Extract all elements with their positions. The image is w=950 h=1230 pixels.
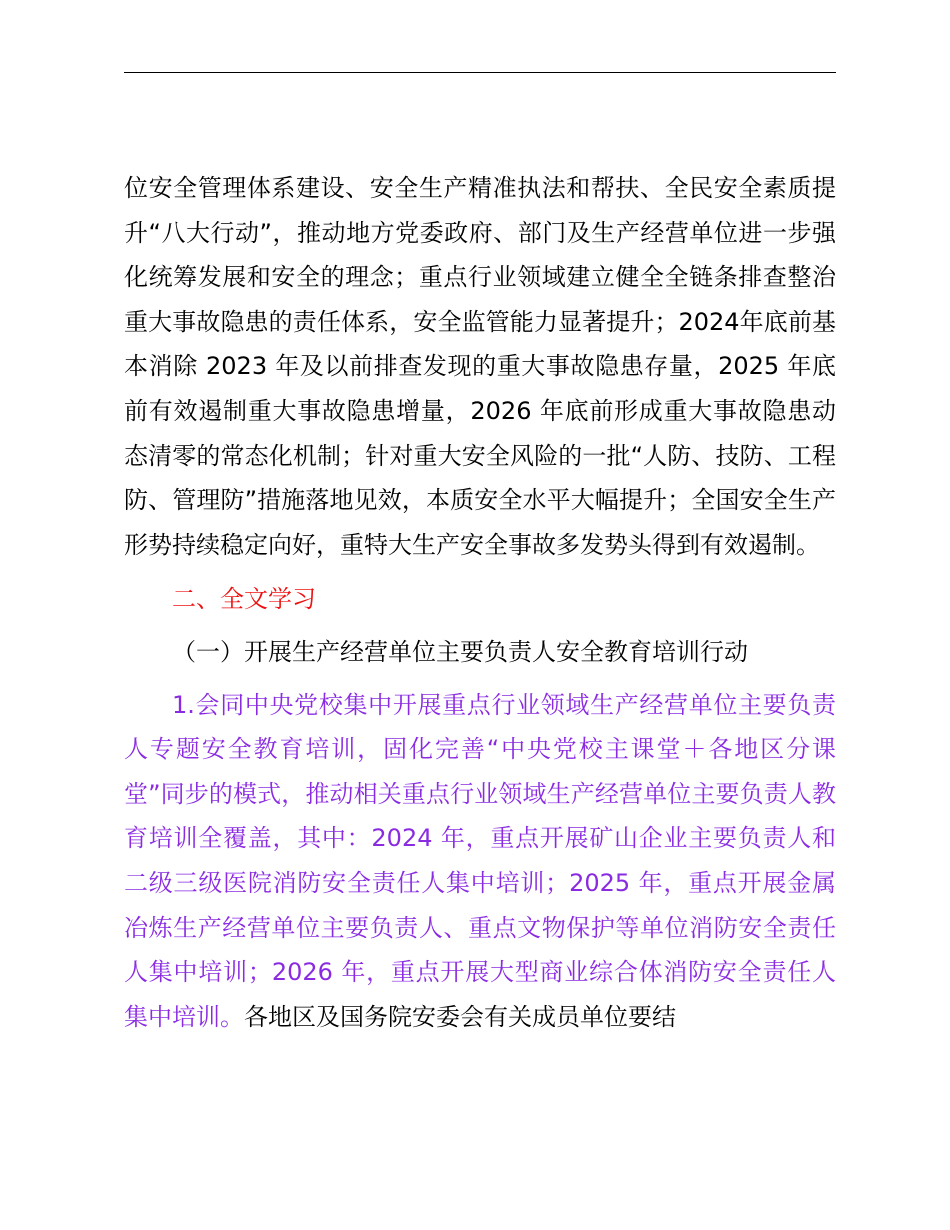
item-1-highlighted-text: 1.会同中央党校集中开展重点行业领域生产经营单位主要负责人专题安全教育培训，固化完善“中央党校主课堂＋各地区分课堂”同步的模式，推动相关重点行业领域生产经营单位主要负责人教育培训全覆盖，其中：2024 年，重点开展矿山企业主要负责人和二级三级医院消防安全责任人集中培训；2025 年，重点开展金属冶炼生产经营单位主要负责人、重点文物保护等单位消防安全责任人集中培训；2026 年，重点开展大型商业综合体消防安全责任人集中培训。 <box>124 690 836 1031</box>
item-1-continuation-text: 各地区及国务院安委会有关成员单位要结 <box>244 1002 676 1031</box>
item-1-paragraph <box>124 683 836 1040</box>
intro-paragraph: 位安全管理体系建设、安全生产精准执法和帮扶、全民安全素质提升“八大行动”，推动地方党委政府、部门及生产经营单位进一步强化统筹发展和安全的理念；重点行业领域建立健全全链条排查整治重大事故隐患的责任体系，安全监管能力显著提升；2024年底前基本消除 2023 年及以前排查发现的重大事故隐患存量，2025 年底前有效遏制重大事故隐患增量，2026 年底前形成重大事故隐患动态清零的常态化机制；针对重大安全风险的一批“人防、技防、工程防、管理防”措施落地见效，本质安全水平大幅提升；全国安全生产形势持续稳定向好，重特大生产安全事故多发势头得到有效遏制。 <box>124 174 836 559</box>
subsection-heading: （一）开展生产经营单位主要负责人安全教育培训行动 <box>172 637 748 666</box>
document-body <box>124 166 836 1039</box>
header-rule <box>124 72 836 73</box>
section-heading: 二、全文学习 <box>172 585 316 614</box>
